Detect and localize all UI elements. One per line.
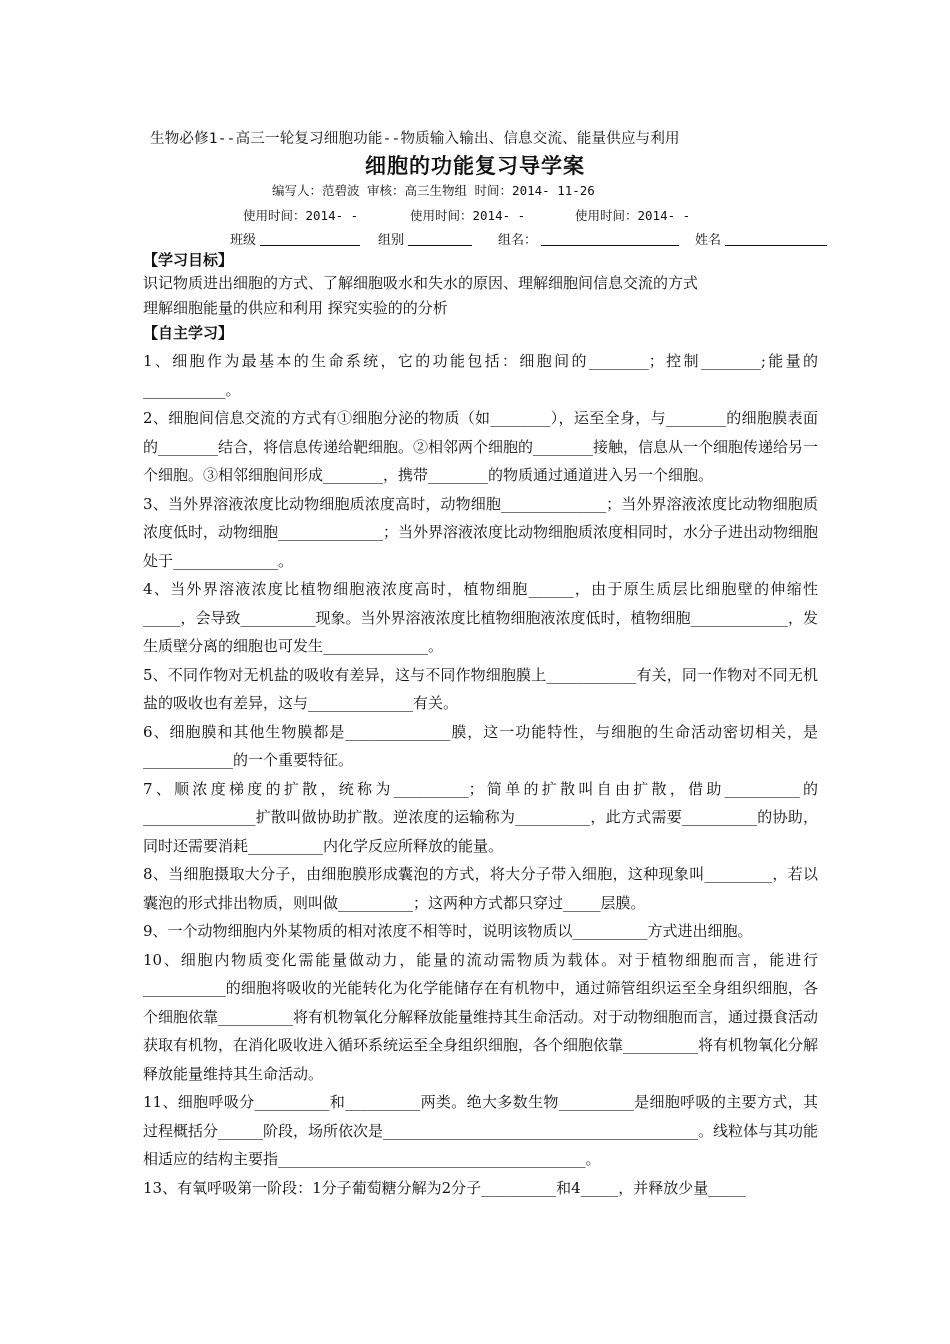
class-label: 班级 xyxy=(230,233,257,248)
self-study-heading: 【自主学习】 xyxy=(143,324,234,342)
question-item-9: 9、一个动物细胞内外某物质的相对浓度不相等时，说明该物质以__________方式进出细胞。 xyxy=(143,922,753,940)
question-item-1: 1、细胞作为最基本的生命系统，它的功能包括：细胞间的________；控制________;能量的___________。 xyxy=(143,352,818,399)
document-title: 细胞的功能复习导学案 xyxy=(365,154,585,178)
name-blank xyxy=(725,232,827,246)
use-time-1: 使用时间：2014- - xyxy=(243,208,359,223)
author-line: 编写人：范碧波 审核：高三生物组 时间：2014- 11-26 xyxy=(272,183,595,198)
team-field xyxy=(498,229,679,248)
class-blank xyxy=(260,232,360,246)
question-item-7: 7、顺浓度梯度的扩散，统称为__________；简单的扩散叫自由扩散，借助__________的_______________扩散叫做协助扩散。逆浓度的运输称为__________，此方式需要__________的协助，同时还需要消耗__________内化学反应所释放的能量。 xyxy=(143,779,818,855)
question-item-3: 3、当外界溶液浓度比动物细胞质浓度高时，动物细胞______________；当外界溶液浓度比动物细胞质浓度低时，动物细胞______________；当外界溶液浓度比动物细胞质浓度相同时，水分子进出动物细胞处于______________。 xyxy=(143,494,819,570)
group-field xyxy=(378,229,472,248)
question-item-13: 13、有氧呼吸第一阶段：1分子葡萄糖分解为2分子__________和4_____，并释放少量_____ xyxy=(143,1178,746,1197)
question-item-4: 4、当外界溶液浓度比植物细胞液浓度高时，植物细胞______，由于原生质层比细胞壁的伸缩性_____，会导致__________现象。当外界溶液浓度比植物细胞液浓度低时，植物细胞_____________，发生质壁分离的细胞也可发生______________。 xyxy=(143,580,819,655)
name-label: 姓名 xyxy=(695,233,722,248)
question-item-5: 5、不同作物对无机盐的吸收有差异，这与不同作物细胞膜上____________有关，同一作物对不同无机盐的吸收也有差异，这与______________有关。 xyxy=(143,665,818,712)
team-label: 组名： xyxy=(498,233,538,248)
goal-line-2: 理解细胞能量的供应和利用 探究实验的的分析 xyxy=(143,299,448,317)
self-study-items xyxy=(143,347,818,1202)
class-field xyxy=(230,229,360,248)
question-item-10: 10、细胞内物质变化需能量做动力，能量的流动需物质为载体。对于植物细胞而言，能进行___________的细胞将吸收的光能转化为化学能储存在有机物中，通过筛管组织运至全身组织细胞，各个细胞依靠__________将有机物氧化分解释放能量维持其生命活动。对于动物细胞而言，通过摄食活动获取有机物，在消化吸收进入循环系统运至全身组织细胞，各个细胞依靠__________将有机物氧化分解释放能量维持其生命活动。 xyxy=(143,950,819,1083)
use-time-3: 使用时间：2014- - xyxy=(575,208,691,223)
question-item-8: 8、当细胞摄取大分子，由细胞膜形成囊泡的方式，将大分子带入细胞，这种现象叫_________，若以囊泡的形式排出物质，则叫做__________；这两种方式都只穿过_____层膜。 xyxy=(143,865,818,912)
question-item-6: 6、细胞膜和其他生物膜都是______________膜，这一功能特性，与细胞的生命活动密切相关，是____________的一个重要特征。 xyxy=(143,722,818,769)
name-field xyxy=(695,229,827,248)
use-time-2: 使用时间：2014- - xyxy=(410,208,526,223)
group-label: 组别 xyxy=(378,233,405,248)
question-item-11: 11、细胞呼吸分__________和__________两类。绝大多数生物__________是细胞呼吸的主要方式，其过程概括分______阶段，场所依次是__________________________________________。线粒体与其功能相适应的结构主要指_________________________________________。 xyxy=(143,1093,819,1168)
question-item-2: 2、细胞间信息交流的方式有①细胞分泌的物质（如________），运至全身，与________的细胞膜表面的________结合，将信息传递给靶细胞。②相邻两个细胞的________接触，信息从一个细胞传递给另一个细胞。③相邻细胞间形成________，携带________的物质通过通道进入另一个细胞。 xyxy=(143,409,819,484)
goal-line-1: 识记物质进出细胞的方式、了解细胞吸水和失水的原因、理解细胞间信息交流的方式 xyxy=(143,274,699,292)
document-subtitle: 生物必修1--高三一轮复习细胞功能--物质输入输出、信息交流、能量供应与利用 xyxy=(150,131,680,147)
team-blank xyxy=(541,232,679,246)
goals-heading: 【学习目标】 xyxy=(143,251,234,269)
group-blank xyxy=(408,232,472,246)
